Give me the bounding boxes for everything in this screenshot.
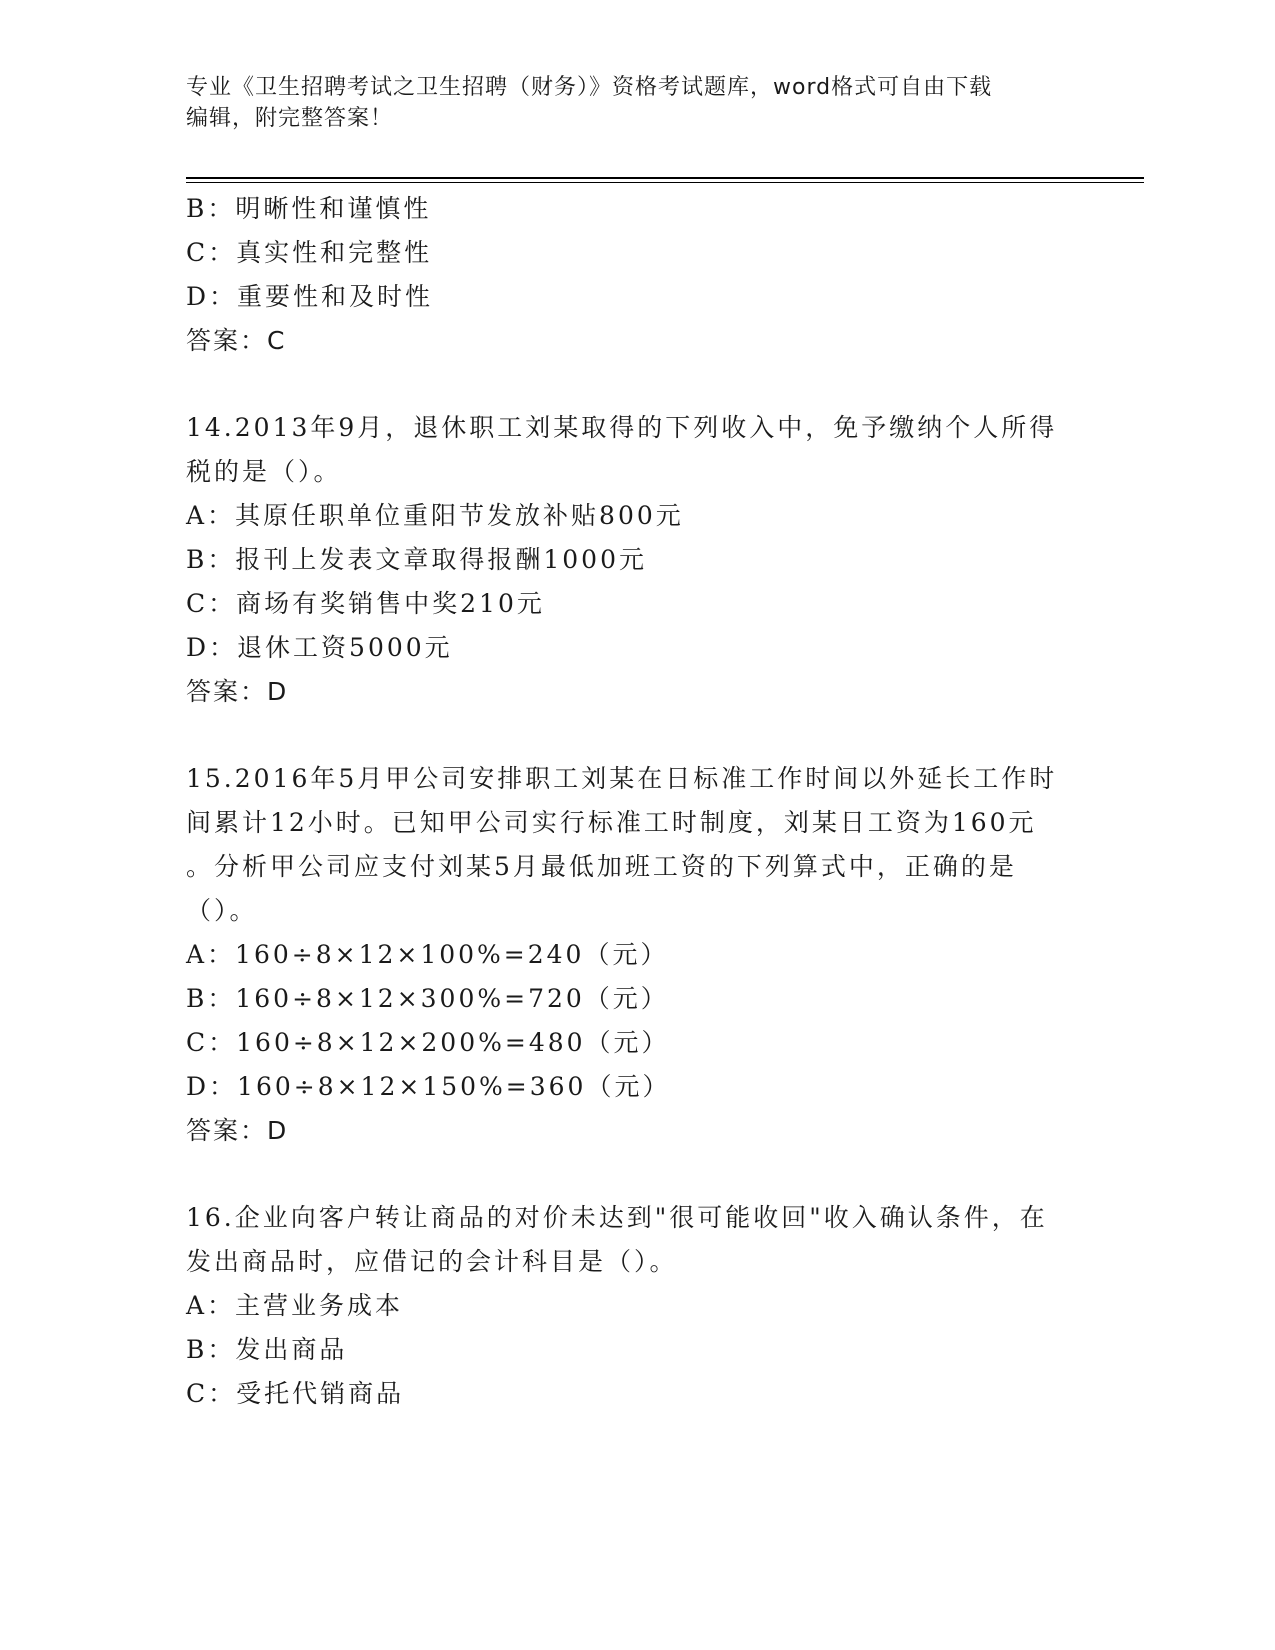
q15-option-a: A：160÷8×12×100%=240（元） bbox=[186, 940, 669, 969]
q15-question-line-3: 。分析甲公司应支付刘某5月最低加班工资的下列算式中，正确的是 bbox=[186, 852, 1017, 881]
q14-option-d: D：退休工资5000元 bbox=[186, 633, 453, 662]
q14-answer: 答案：D bbox=[186, 677, 289, 706]
q15-option-b: B：160÷8×12×300%=720（元） bbox=[186, 984, 669, 1013]
q15-question-line-2: 间累计12小时。已知甲公司实行标准工时制度，刘某日工资为160元 bbox=[186, 808, 1037, 837]
q16-question-line-1: 16.企业向客户转让商品的对价未达到"很可能收回"收入确认条件，在 bbox=[186, 1203, 1048, 1232]
q15-option-c: C：160÷8×12×200%=480（元） bbox=[186, 1028, 670, 1057]
q14-question-line-1: 14.2013年9月，退休职工刘某取得的下列收入中，免予缴纳个人所得 bbox=[186, 413, 1058, 442]
q16-question-line-2: 发出商品时，应借记的会计科目是（）。 bbox=[186, 1247, 678, 1276]
q16-option-b: B：发出商品 bbox=[186, 1335, 348, 1364]
header-line-1: 专业《卫生招聘考试之卫生招聘（财务）》资格考试题库，word格式可自由下载 bbox=[186, 75, 993, 100]
header-line-2: 编辑，附完整答案！ bbox=[186, 106, 394, 131]
q14-option-c: C：商场有奖销售中奖210元 bbox=[186, 589, 545, 618]
q13-answer: 答案：C bbox=[186, 326, 287, 355]
q14-question-line-2: 税的是（）。 bbox=[186, 457, 342, 486]
document-header bbox=[186, 72, 1086, 134]
header-divider-thin bbox=[186, 182, 1144, 183]
q13-option-d: D：重要性和及时性 bbox=[186, 282, 434, 311]
q14-option-b: B：报刊上发表文章取得报酬1000元 bbox=[186, 545, 647, 574]
q15-question-line-4: （）。 bbox=[186, 896, 258, 925]
q15-question-line-1: 15.2016年5月甲公司安排职工刘某在日标准工作时间以外延长工作时 bbox=[186, 764, 1058, 793]
q16-option-c: C：受托代销商品 bbox=[186, 1379, 405, 1408]
q13-option-c: C：真实性和完整性 bbox=[186, 238, 433, 267]
header-divider-thick bbox=[186, 177, 1144, 179]
q14-option-a: A：其原任职单位重阳节发放补贴800元 bbox=[186, 501, 684, 530]
q15-answer: 答案：D bbox=[186, 1116, 289, 1145]
q15-option-d: D：160÷8×12×150%=360（元） bbox=[186, 1072, 671, 1101]
q13-option-b: B：明晰性和谨慎性 bbox=[186, 194, 432, 223]
q16-option-a: A：主营业务成本 bbox=[186, 1291, 404, 1320]
